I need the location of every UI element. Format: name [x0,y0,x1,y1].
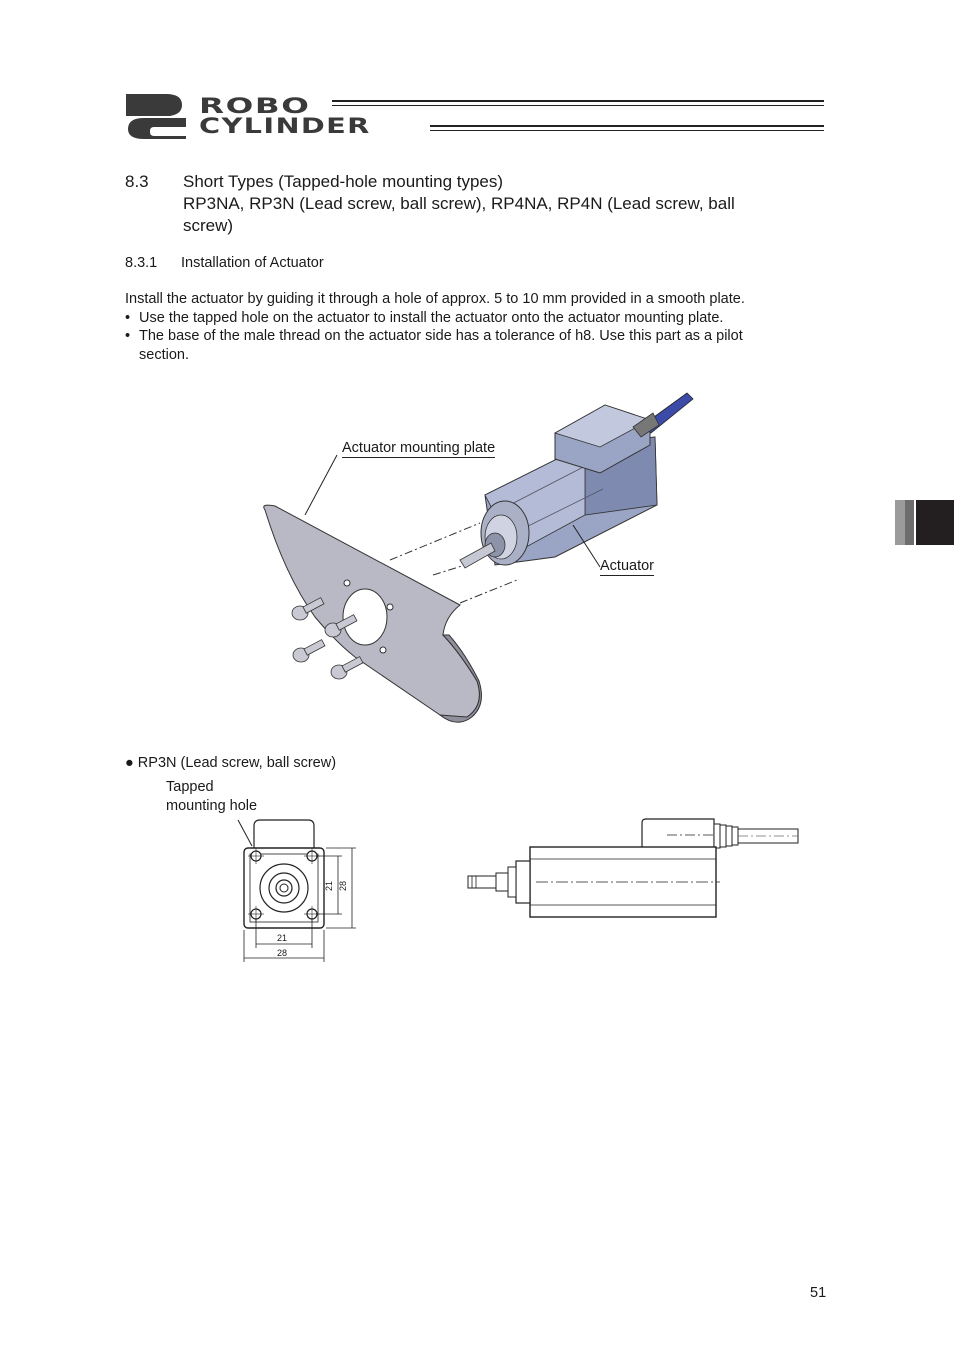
header-rule-top [332,100,824,106]
bullet-text: Use the tapped hole on the actuator to install the actuator onto the actuator mounting plate. [139,310,724,326]
tapped-hole-label [166,778,257,816]
body-intro: Install the actuator by guiding it through a hole of approx. 5 to 10 mm provided in a smooth plate. [125,291,745,307]
bullet-item [125,327,825,365]
subsection-number: 8.3.1 [125,255,158,271]
actuator [460,393,693,568]
dim-vertical-outer: 28 [338,880,349,892]
leader-plate [305,455,337,515]
chapter-tab [895,500,954,545]
dim-vertical-inner: 21 [324,880,335,892]
label-actuator: Actuator [600,558,654,574]
chapter-tab-mid [905,500,914,545]
tapped-hole-label-line1: Tapped [166,779,214,795]
chapter-tab-gray [895,500,905,545]
model-heading-text: RP3N (Lead screw, ball screw) [137,755,337,771]
side-view-drawing [462,815,807,925]
section-title-line1: Short Types (Tapped-hole mounting types) [183,172,504,191]
section-title-line3: screw) [183,216,234,235]
section-number: 8.3 [125,172,149,191]
rc-logo-mark [124,92,188,140]
dim-horizontal-outer: 28 [277,948,288,958]
logo-text-cylinder: CYLINDER [199,114,371,138]
bullet-text-line2: section. [139,347,189,363]
chapter-tab-dark [916,500,954,545]
dim-horizontal-inner: 21 [277,933,288,943]
model-heading [125,754,336,773]
bullet-item [125,309,825,328]
section-title-line2: RP3NA, RP3N (Lead screw, ball screw), RP4NA, RP4N (Lead screw, ball [183,194,735,213]
label-mounting-plate: Actuator mounting plate [342,440,496,456]
logo-text-robo: ROBO [199,94,311,118]
header-rule-bottom [430,125,824,131]
section-title [183,171,833,237]
bullet-marker: • [125,328,131,344]
bullet-marker: • [125,310,131,326]
subsection-title: Installation of Actuator [181,255,324,271]
page-number: 51 [810,1285,827,1301]
bullet-dot: ● [125,755,134,771]
header-logo [124,92,824,142]
bullet-text-line1: The base of the male thread on the actuator side has a tolerance of h8. Use this part as a pilot [139,328,743,344]
tapped-hole-label-line2: mounting hole [166,798,258,814]
